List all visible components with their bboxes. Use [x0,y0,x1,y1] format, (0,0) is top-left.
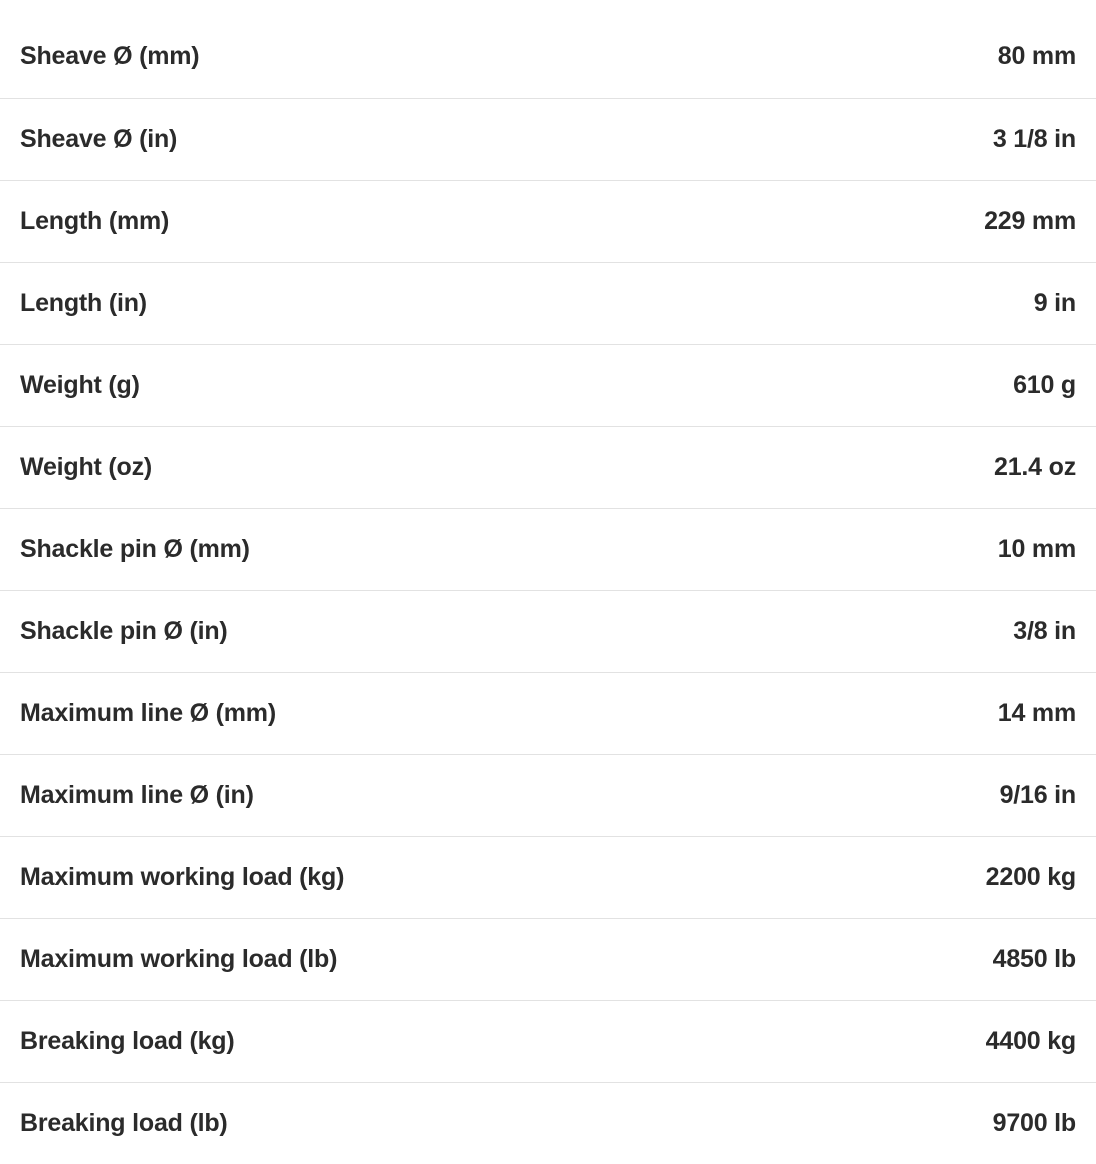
spec-label: Weight (oz) [20,452,153,481]
top-spacer [0,0,1096,16]
spec-label: Length (mm) [20,206,170,235]
table-row [0,426,1096,508]
spec-value: 4850 lb [992,944,1076,973]
table-row [0,508,1096,590]
spec-value: 10 mm [997,534,1076,563]
spec-value: 21.4 oz [994,452,1076,481]
table-row [0,672,1096,754]
specifications-table-body [0,16,1096,1164]
table-row [0,262,1096,344]
spec-value: 9700 lb [992,1108,1076,1137]
spec-value: 9/16 in [999,780,1076,809]
spec-label: Sheave Ø (in) [20,124,178,153]
table-row [0,180,1096,262]
spec-value: 229 mm [984,206,1076,235]
table-row [0,344,1096,426]
spec-value: 14 mm [997,698,1076,727]
spec-value: 610 g [1013,370,1076,399]
spec-label: Breaking load (kg) [20,1026,235,1055]
table-row [0,1000,1096,1082]
spec-label: Shackle pin Ø (mm) [20,534,250,563]
table-row [0,1082,1096,1164]
table-row [0,16,1096,98]
spec-label: Maximum line Ø (in) [20,780,254,809]
spec-label: Sheave Ø (mm) [20,42,200,71]
spec-value: 80 mm [997,42,1076,71]
spec-label: Maximum working load (kg) [20,862,345,891]
spec-label: Shackle pin Ø (in) [20,616,228,645]
table-row [0,754,1096,836]
table-row [0,836,1096,918]
spec-value: 2200 kg [985,862,1076,891]
spec-label: Breaking load (lb) [20,1108,228,1137]
spec-label: Maximum working load (lb) [20,944,338,973]
spec-label: Maximum line Ø (mm) [20,698,276,727]
specifications-table [0,16,1096,1164]
spec-label: Weight (g) [20,370,140,399]
spec-label: Length (in) [20,288,147,317]
spec-value: 3/8 in [1013,616,1076,645]
table-row [0,918,1096,1000]
table-row [0,98,1096,180]
spec-value: 3 1/8 in [992,124,1076,153]
table-row [0,590,1096,672]
spec-value: 4400 kg [985,1026,1076,1055]
spec-value: 9 in [1033,288,1076,317]
